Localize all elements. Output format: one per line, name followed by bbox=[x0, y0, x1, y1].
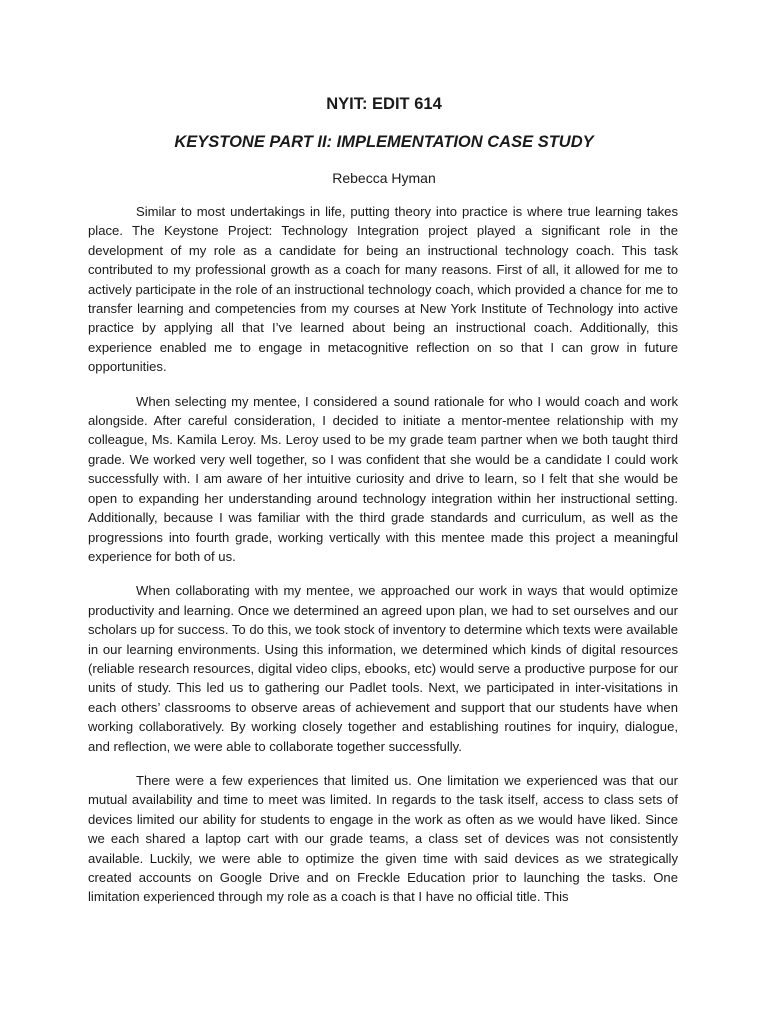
paragraph-3: When collaborating with my mentee, we approached our work in ways that would optimize productivity and learning. Once we determined an agreed upon plan, we had to set ourselves and our scholars up for success. To do this, we took stock of inventory to determine which texts were available in our learning environments. Using this information, we determined which kinds of digital resources (reliable research resources, digital video clips, ebooks, etc) would serve a productive purpose for our units of study. This led us to gathering our Padlet tools. Next, we participated in inter-visitations in each others’ classrooms to observe areas of achievement and support that our students have when working collaboratively. By working closely together and establishing routines for inquiry, dialogue, and reflection, we were able to collaborate together successfully. bbox=[88, 583, 678, 754]
paragraph-2: When selecting my mentee, I considered a sound rationale for who I would coach and work alongside. After careful consideration, I decided to initiate a mentor-mentee relationship with my colleague, Ms. Kamila Leroy. Ms. Leroy used to be my grade team partner when we both taught third grade. We worked very well together, so I was confident that she would be a candidate I could work successfully with. I am aware of her intuitive curiosity and drive to learn, so I felt that she would be open to expanding her understanding around technology integration within her instructional setting. Additionally, because I was familiar with the third grade standards and curriculum, as well as the progressions into fourth grade, working vertically with this mentee made this project a meaningful experience for both of us. bbox=[88, 393, 678, 564]
author-name: Rebecca Hyman bbox=[332, 170, 436, 186]
document-body bbox=[88, 202, 678, 922]
paragraph-1: Similar to most undertakings in life, putting theory into practice is where true learning takes place. The Keystone Project: Technology Integration project played a significant role in the development of my role as a candidate for being an instructional technology coach. This task contributed to my professional growth as a coach for many reasons. First of all, it allowed for me to actively participate in the role of an instructional technology coach, which provided a chance for me to transfer learning and competencies from my courses at New York Institute of Technology into active practice by applying all that I’ve learned about being an instructional coach. Additionally, this experience enabled me to engage in metacognitive reflection on so that I can grow in future opportunities. bbox=[88, 204, 678, 375]
document-title: KEYSTONE PART II: IMPLEMENTATION CASE STUDY bbox=[174, 133, 594, 151]
course-title: NYIT: EDIT 614 bbox=[326, 95, 442, 113]
paragraph-4: There were a few experiences that limited us. One limitation we experienced was that our mutual availability and time to meet was limited. In regards to the task itself, access to class sets of devices limited our ability for students to engage in the work as often as we would have liked. Since we each shared a laptop cart with our grade teams, a class set of devices was not consistently available. Luckily, we were able to optimize the given time with said devices as we strategically created accounts on Google Drive and on Freckle Education prior to launching the tasks. One limitation experienced through my role as a coach is that I have no official title. This bbox=[88, 772, 678, 905]
